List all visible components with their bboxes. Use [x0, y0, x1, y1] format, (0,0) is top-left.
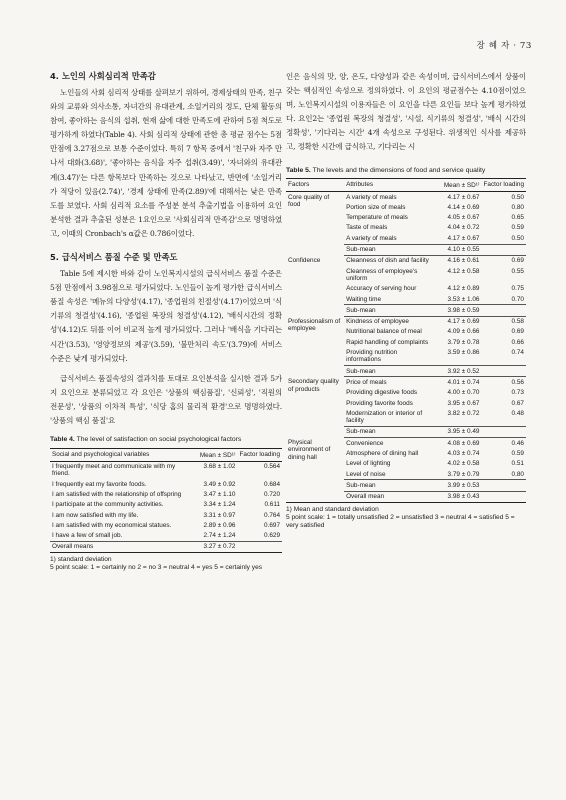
table5-loading-cell: 0.74 — [511, 349, 524, 357]
table5-mean-cell: 4.05 ± 0.67 — [447, 214, 480, 222]
table5-submean-value: 4.10 ± 0.55 — [431, 244, 481, 255]
table4-cell: I am satisfied with my economical statues. — [52, 521, 172, 529]
table5-submean-value: 3.98 ± 0.59 — [431, 305, 481, 316]
table5-attribute-cell: Kindness of employee — [346, 318, 409, 326]
table5-submean-label: Sub-mean — [344, 366, 431, 377]
table4-overall-row — [50, 541, 282, 552]
table5-attribute-cell: Accuracy of serving hour — [346, 285, 417, 293]
table4-body — [50, 461, 282, 553]
table5-attribute-cell: Level of lighting — [346, 460, 391, 468]
table4-cell: 0.684 — [264, 480, 280, 488]
table-row — [286, 316, 526, 327]
table-row — [286, 255, 526, 266]
continued-paragraph: 인은 음식의 맛, 양, 온도, 다양성과 같은 속성이며, 급식서비스에서 상품이 갖는 핵심적인 속성으로 정의하였다. 이 요인의 평균점수는 4.10점이었으며, 노인복지시설의 이용자들은 이 요인을 다른 요인들 보다 높게 평가하였다. 요인2는 '종업원 복장의 청결성', '시설, 식기류의 청결성', '배식 시간의 정확성', '기다리는 시간' 4개 속성으로 구성된다. 위생적인 식사를 제공하고, 정확한 시간에 급식하고, 기다리는 시 — [286, 72, 526, 152]
table4-cell: I am now satisfied with my life. — [52, 511, 139, 519]
table5-mean-cell: 4.03 ± 0.74 — [447, 449, 480, 457]
table5-loading-cell: 0.80 — [511, 470, 524, 478]
table5-mean-cell: 4.09 ± 0.66 — [447, 328, 480, 336]
section4-heading: 4. 노인의 사회심리적 만족감 — [50, 71, 156, 81]
table5-mean-cell: 4.12 ± 0.89 — [447, 285, 480, 293]
table4-header-mean: Mean ± SD¹⁾ — [199, 451, 236, 459]
table-row — [50, 531, 282, 542]
section4-paragraph: 노인들의 사회 심리적 상태를 살펴보기 위하여, 경제상태의 만족, 친구와의 교류와 의사소통, 자녀간의 유대관계, 소일거리의 정도, 단체 활동의 참여, 좋아하는 음식의 섭취, 현재 삶에 대한 만족도에 관하여 5점 척도로 평가하게 하였다(Table 4). 사회 심리적 상태에 관한 총 평균 점수는 5점 만점에 3.27점으로 보통 수준이었다. 특히 7 항목 중에서 '친구와 자주 만나서 대화(3.68)', '좋아하는 음식을 자주 섭취(3.49)', '자녀와의 유대관계(3.47)'는 다른 항목보다 만족하는 것으로 나타났고, 반면에 '소일거리가 적당이 있음(2.74)', '경제 상태에 만족(2.89)'에 대해서는 낮은 만족도를 보였다. 사회 심리적 요소를 주성분 분석 추출기법을 이용하여 요인 분석한 결과 추출된 성분은 1요인으로 '사회심리적 만족감'으로 명명하였고, 이때의 Cronbach's α값은 0.786이었다. — [50, 88, 282, 238]
section5-heading: 5. 급식서비스 품질 수준 및 만족도 — [50, 252, 178, 263]
table4-cell: 0.564 — [264, 463, 280, 471]
table5-loading-cell: 0.66 — [511, 338, 524, 346]
left-column — [50, 70, 282, 572]
table5-loading-cell: 0.67 — [511, 399, 524, 407]
table5-mean-cell: 4.14 ± 0.69 — [447, 203, 480, 211]
table5-loading-cell: 0.75 — [511, 285, 524, 293]
table5-loading-cell: 0.70 — [511, 295, 524, 303]
table-row — [50, 461, 282, 479]
table5-submean-value: 3.92 ± 0.52 — [431, 366, 481, 377]
table4-cell: 3.34 ± 1.24 — [203, 501, 236, 509]
table4-cell: 3.31 ± 0.97 — [203, 511, 236, 519]
table5-attribute-cell: Taste of meals — [346, 224, 388, 232]
table4-cell: 0.629 — [264, 532, 280, 540]
table4-header-row — [50, 448, 282, 461]
table5-caption — [286, 167, 526, 176]
table5-loading-cell: 0.65 — [511, 214, 524, 222]
table-row — [50, 489, 282, 499]
table5-attribute-cell: Temperature of meals — [346, 214, 408, 222]
table4-header-variable: Social and psychological variables — [52, 450, 150, 458]
table5-submean-value: 3.95 ± 0.49 — [431, 426, 481, 437]
table5-mean-cell: 3.79 ± 0.79 — [447, 470, 480, 478]
table5-attribute-cell: A variety of meals — [346, 193, 397, 201]
running-head: 장 혜 자 · 73 — [476, 41, 532, 51]
table5-attribute-cell: Modernization or interior of facility — [346, 409, 423, 425]
table5-cell — [481, 366, 526, 377]
table5-overall-label: Overall mean — [344, 491, 431, 502]
table5-loading-cell: 0.80 — [511, 203, 524, 211]
table5-cell — [481, 244, 526, 255]
table5-header-row — [286, 179, 526, 192]
table5-loading-cell: 0.46 — [511, 439, 524, 447]
table4-cell: 3.68 ± 1.02 — [203, 463, 236, 471]
table4-footnote-1: 1) standard deviation — [50, 556, 112, 564]
table5-mean-cell: 4.16 ± 0.61 — [447, 257, 480, 265]
table5-loading-cell: 0.48 — [511, 409, 524, 417]
table-row — [50, 510, 282, 520]
table5-header-mean: Mean ± SD¹⁾ — [443, 182, 480, 190]
table5-attribute-cell: Price of meals — [346, 378, 387, 386]
table5-factor-cell: Secondary quality of products — [288, 378, 339, 393]
table4-cell — [237, 541, 282, 552]
table4-cell: 3.47 ± 1.10 — [203, 490, 236, 498]
table4-header-loading: Factor loading — [239, 450, 280, 458]
table5-mean-cell: 3.82 ± 0.72 — [447, 409, 480, 417]
table5-loading-cell: 0.59 — [511, 449, 524, 457]
table5-loading-cell: 0.59 — [511, 224, 524, 232]
table5-cell — [481, 480, 526, 491]
table4-overall-value: 3.27 ± 0.72 — [187, 541, 237, 552]
table5-factor-cell: Confidence — [288, 256, 321, 264]
table4-cell: 3.49 ± 0.92 — [203, 480, 236, 488]
table5-loading-cell: 0.50 — [511, 234, 524, 242]
table4-caption-label: Table 4. — [50, 436, 75, 444]
table5-attribute-cell: Atmosphere of dining hall — [346, 449, 419, 457]
table4-cell: I frequently eat my favorite foods. — [52, 480, 147, 488]
table4-cell: 0.697 — [264, 521, 280, 529]
table5-attribute-cell: Cleanness of dish and facility — [346, 257, 429, 265]
table5-loading-cell: 0.56 — [511, 378, 524, 386]
table5-mean-cell: 4.17 ± 0.67 — [447, 234, 480, 242]
table4-caption-text: The level of satisfaction on social psychological factors — [76, 436, 242, 444]
table5-mean-cell: 4.01 ± 0.74 — [447, 378, 480, 386]
table5-submean-label: Sub-mean — [344, 244, 431, 255]
table5-factor-cell: Professionalism of employee — [288, 317, 341, 332]
table4-overall-label: Overall means — [50, 541, 187, 552]
table5-attribute-cell: Providing nutrition informations — [346, 349, 398, 364]
table5-cell — [481, 491, 526, 502]
table5-attribute-cell: A variety of meals — [346, 234, 397, 242]
table5-factor-cell: Physical environment of dining hall — [288, 439, 331, 461]
table5-mean-cell: 4.04 ± 0.72 — [447, 224, 480, 232]
section5-paragraph-1: Table 5에 제시한 바와 같이 노인복지시설의 급식서비스 품질 수준은 5점 만점에서 3.98점으로 평가되었다. 노인들이 높게 평가한 급식서비스 품질 속성은 '메뉴의 다양성'(4.17), '종업원의 친절성'(4.17)이었으며 '식기류의 청결성'(4.16), '종업원 복장의 청결성'(4.12), '배식시간의 정확성'(4.12)도 뒤를 이어 비교적 높게 평가되었다. 그러나 '배식을 기다리는 시간'(3.53), '영양정보의 제공'(3.59), '불만처리 속도'(3.79)에 서비스 수준은 낮게 평가되었다. — [50, 269, 282, 363]
table5-attribute-cell: Cleanness of employee's uniform — [346, 267, 418, 282]
table5 — [286, 178, 526, 503]
table4-cell: 2.89 ± 0.96 — [203, 521, 236, 529]
right-column — [286, 70, 526, 530]
table-row — [286, 192, 526, 203]
table5-mean-cell: 3.53 ± 1.06 — [447, 295, 480, 303]
table5-attribute-cell: Convenience — [346, 439, 384, 447]
table5-cell — [481, 305, 526, 316]
table5-submean-value: 3.99 ± 0.53 — [431, 480, 481, 491]
table5-caption-text: The levels and the dimensions of food and service quality — [312, 166, 486, 174]
table5-attribute-cell: Level of noise — [346, 470, 386, 478]
table5-overall-row — [286, 491, 526, 502]
table-row — [50, 500, 282, 510]
table5-loading-cell: 0.69 — [511, 328, 524, 336]
table5-footnote-2: 5 point scale: 1 = totally unsatisfied 2 = unsatisfied 3 = neutral 4 = satisfied 5 = very satisfied — [286, 513, 515, 529]
table5-mean-cell: 4.17 ± 0.67 — [447, 193, 480, 201]
table5-attribute-cell: Portion size of meals — [346, 203, 406, 211]
table4-cell: I have a few of small job. — [52, 532, 123, 540]
table4-footnote — [50, 556, 282, 572]
table5-cell — [481, 426, 526, 437]
section5-paragraph-2: 급식서비스 품질속성의 결과치를 토대로 요인분석을 실시한 결과 5가지 요인으로 분류되었고 각 요인은 '상품의 핵심품질', '신뢰성', '직원의 전문성', '상품의 이차적 특성', '식당 홈의 물리적 환경'으로 명명하였다. '상품의 핵심 품질'요 — [50, 373, 282, 425]
table4-caption — [50, 436, 282, 445]
table-row — [50, 479, 282, 489]
table5-mean-cell: 3.79 ± 0.78 — [447, 338, 480, 346]
table5-overall-value: 3.98 ± 0.43 — [431, 491, 481, 502]
table5-mean-cell: 3.59 ± 0.86 — [447, 349, 480, 357]
table5-loading-cell: 0.58 — [511, 318, 524, 326]
table5-submean-label: Sub-mean — [344, 426, 431, 437]
table-row — [50, 520, 282, 530]
table5-footnote — [286, 506, 526, 530]
table5-header-loading: Factor loading — [483, 181, 524, 189]
table5-body — [286, 192, 526, 503]
table5-mean-cell: 4.17 ± 0.69 — [447, 318, 480, 326]
table5-loading-cell: 0.50 — [511, 193, 524, 201]
table5-cell — [286, 491, 344, 502]
table5-loading-cell: 0.73 — [511, 389, 524, 397]
table5-loading-cell: 0.69 — [511, 257, 524, 265]
table5-mean-cell: 3.95 ± 0.67 — [447, 399, 480, 407]
table5-factor-cell: Core quality of food — [288, 193, 330, 208]
table5-attribute-cell: Providing favorite foods — [346, 399, 413, 407]
table5-mean-cell: 4.00 ± 0.70 — [447, 389, 480, 397]
table-row — [286, 438, 526, 449]
table5-attribute-cell: Waiting time — [346, 295, 381, 303]
table5-mean-cell: 4.12 ± 0.58 — [447, 267, 480, 275]
table4-cell: 0.720 — [264, 490, 280, 498]
table4-cell: 0.611 — [264, 501, 280, 509]
table5-header-attributes: Attributes — [346, 181, 374, 189]
table4-cell: 0.764 — [264, 511, 280, 519]
table4-cell: I am satisfied with the relationship of offspring — [52, 490, 182, 498]
table5-mean-cell: 4.08 ± 0.69 — [447, 439, 480, 447]
table4-cell: I participate at the community activities. — [52, 501, 164, 509]
table5-header-factors: Factors — [288, 181, 310, 189]
table5-attribute-cell: Providing digestive foods — [346, 389, 418, 397]
table4 — [50, 448, 282, 554]
table-row — [286, 377, 526, 388]
table4-cell: I frequently meet and communicate with my friend. — [52, 463, 176, 478]
table5-attribute-cell: Nutritional balance of meal — [346, 328, 422, 336]
table5-loading-cell: 0.51 — [511, 460, 524, 468]
table5-submean-label: Sub-mean — [344, 480, 431, 491]
table5-caption-label: Table 5. — [286, 166, 311, 174]
table5-attribute-cell: Rapid handling of complaints — [346, 338, 429, 346]
table5-footnote-1: 1) Mean and standard deviation — [286, 505, 379, 513]
table4-footnote-2: 5 point scale: 1 = certainly no 2 = no 3 = neutral 4 = yes 5 = certainly yes — [50, 564, 263, 572]
table5-mean-cell: 4.02 ± 0.58 — [447, 460, 480, 468]
table5-submean-label: Sub-mean — [344, 305, 431, 316]
table5-loading-cell: 0.55 — [511, 267, 524, 275]
table4-cell: 2.74 ± 1.24 — [203, 532, 236, 540]
